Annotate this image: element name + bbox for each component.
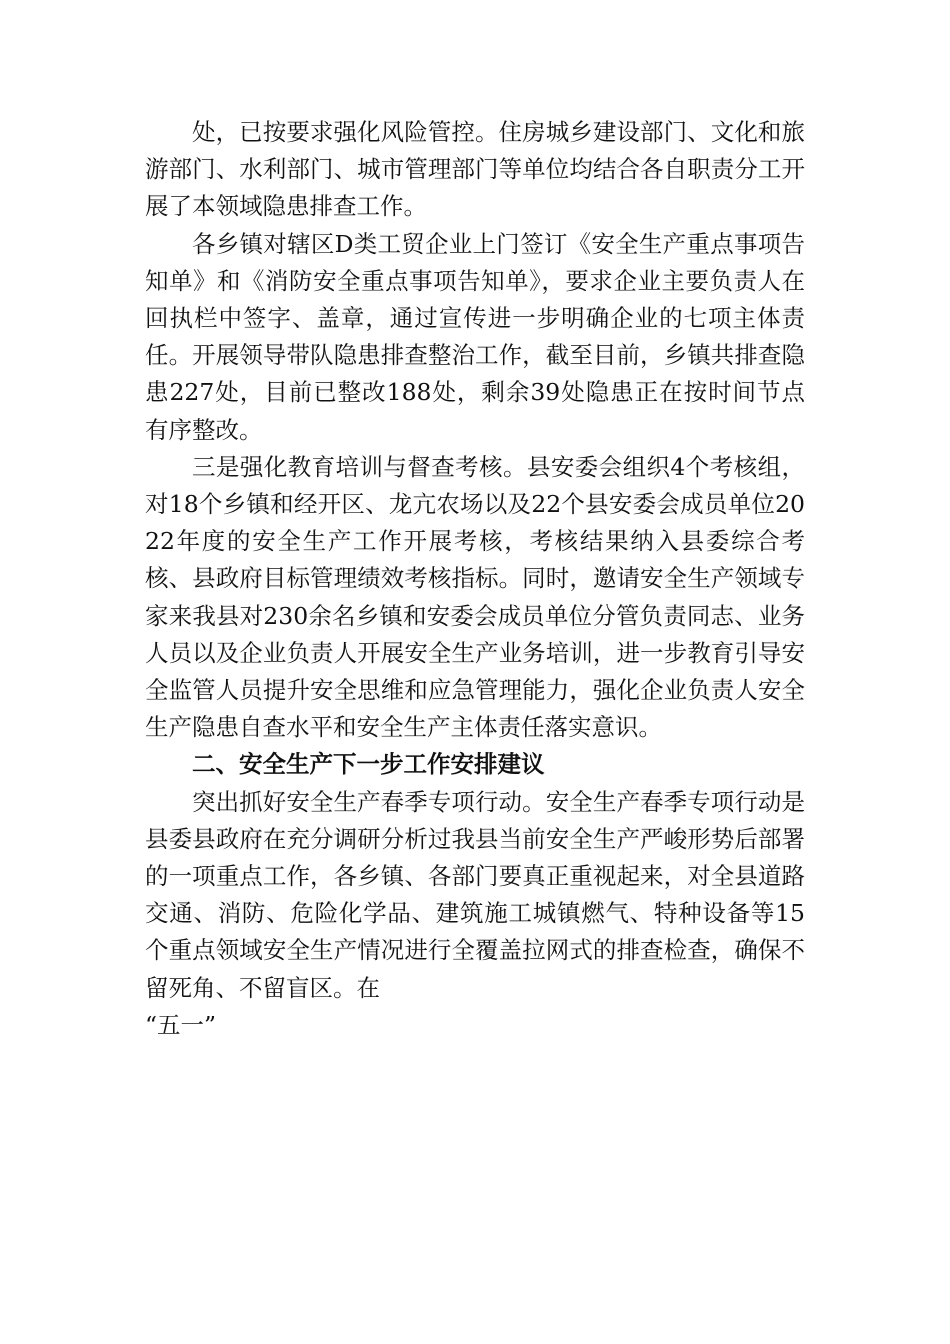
section-heading: 二、安全生产下一步工作安排建议 (192, 750, 545, 779)
paragraph-continuation: “五一” (145, 1010, 217, 1039)
document-page (145, 114, 805, 1044)
paragraph-spring-campaign: 突出抓好安全生产春季专项行动。安全生产春季专项行动是县委县政府在充分调研分析过我县当前安全生产严峻形势后部署的一项重点工作，各乡镇、各部门要真正重视起来，对全县道路交通、消防、危险化学品、建筑施工城镇燃气、特种设备等15个重点领域安全生产情况进行全覆盖拉网式的排查检查，确保不留死角、不留盲区。在 (145, 787, 805, 1002)
paragraph-township-inspection: 各乡镇对辖区D类工贸企业上门签订《安全生产重点事项告知单》和《消防安全重点事项告知单》，要求企业主要负责人在回执栏中签字、盖章，通过宣传进一步明确企业的七项主体责任。开展领导带队隐患排查整治工作，截至目前，乡镇共排查隐患227处，目前已整改188处，剩余39处隐患正在按时间节点有序整改。 (145, 229, 805, 444)
paragraph-risk-control: 处，已按要求强化风险管控。住房城乡建设部门、文化和旅游部门、水利部门、城市管理部门等单位均结合各自职责分工开展了本领域隐患排查工作。 (145, 118, 805, 221)
paragraph-training-assessment: 三是强化教育培训与督查考核。县安委会组织4个考核组，对18个乡镇和经开区、龙亢农场以及22个县安委会成员单位2022年度的安全生产工作开展考核，考核结果纳入县委综合考核、县政府目标管理绩效考核指标。同时，邀请安全生产领域专家来我县对230余名乡镇和安委会成员单位分管负责同志、业务人员以及企业负责人开展安全生产业务培训，进一步教育引导安全监管人员提升安全思维和应急管理能力，强化企业负责人安全生产隐患自查水平和安全生产主体责任落实意识。 (145, 452, 805, 742)
